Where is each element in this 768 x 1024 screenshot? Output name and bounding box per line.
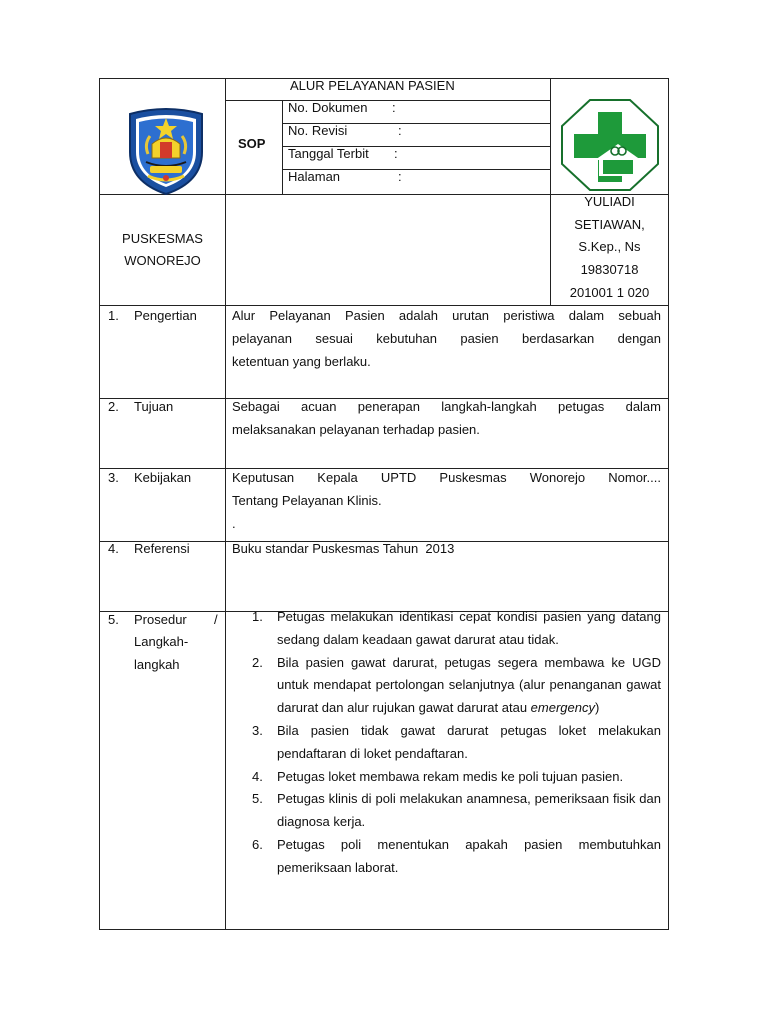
procedure-step: 5. Petugas klinis di poli melakukan anamnesa, pemeriksaan fisik dan diagnosa kerja. xyxy=(252,791,661,830)
procedure-step-text: Bila pasien tidak gawat darurat petugas loket melakukan pendaftaran di loket pendaftaran. xyxy=(277,722,661,761)
section-3-text xyxy=(232,466,661,535)
procedure-step-text: Petugas melakukan identikasi cepat kondisi pasien yang datang sedang dalam keadaan gawat darurat atau tidak. xyxy=(277,609,661,647)
procedure-step-text: Petugas klinis di poli melakukan anamnesa, pemeriksaan fisik dan diagnosa kerja. xyxy=(277,791,661,830)
field-value-tanggal-terbit: : xyxy=(394,146,398,161)
header-col-divider-1 xyxy=(225,78,226,930)
field-label-tanggal-terbit: Tanggal Terbit xyxy=(288,146,369,161)
puskesmas-cross-logo xyxy=(557,96,663,194)
procedure-step-italic: emergency xyxy=(530,700,595,716)
section-5-label-2: Langkah- xyxy=(134,634,189,649)
section-4-number: 4. xyxy=(108,541,119,556)
section-3-line-3: . xyxy=(232,516,236,531)
section-5-label-1: Prosedur xyxy=(134,612,187,627)
table-left-border xyxy=(99,78,100,930)
section-2-text xyxy=(232,395,661,441)
section-2-line-2: melaksanakan pelayanan terhadap pasien. xyxy=(232,422,480,437)
table-right-border xyxy=(668,78,669,930)
procedure-step-text: Petugas loket membawa rekam medis ke poli tujuan pasien. xyxy=(277,768,624,784)
document-title: ALUR PELAYANAN PASIEN xyxy=(290,78,455,93)
section-3-label: Kebijakan xyxy=(134,470,192,485)
procedure-step: 2. Bila pasien gawat darurat, petugas segera membawa ke UGD untuk mendapat pertolongan selanjutnya (alur penanganan gawat darurat dan alur rujukan gawat darurat atau emergency) xyxy=(252,654,661,716)
section-3-line-2: Tentang Pelayanan Klinis. xyxy=(232,493,382,508)
section-4-text: Buku standar Puskesmas Tahun 2013 xyxy=(232,541,455,556)
section-1-number: 1. xyxy=(108,308,119,323)
procedure-step: 1. Petugas melakukan identikasi cepat kondisi pasien yang datang sedang dalam keadaan gawat darurat atau tidak. xyxy=(252,609,661,647)
section-1-label: Pengertian xyxy=(134,308,197,323)
sop-col-divider xyxy=(282,100,283,194)
procedure-step: 3. Bila pasien tidak gawat darurat petugas loket melakukan pendaftaran di loket pendaftaran. xyxy=(252,722,661,761)
signatory-name-1: YULIADI xyxy=(584,194,635,209)
signatory-nip-2: 201001 1 020 xyxy=(569,285,650,300)
field-label-halaman: Halaman xyxy=(288,169,341,184)
section-5-number: 5. xyxy=(108,612,119,627)
section-4-label: Referensi xyxy=(134,541,190,556)
section-1-line-2: pelayanan sesuai kebutuhan pasien berdasarkan dengan xyxy=(232,331,661,346)
section-2-number: 2. xyxy=(108,399,119,414)
section-1-line-1: Alur Pelayanan Pasien adalah urutan peristiwa dalam sebuah xyxy=(232,308,661,323)
field-label-no-revisi: No. Revisi xyxy=(288,123,348,138)
signatory-name-2: SETIAWAN, xyxy=(574,217,645,232)
institution-name-line2: WONOREJO xyxy=(124,253,201,268)
field-value-halaman: : xyxy=(398,169,402,184)
procedure-step-text: Petugas poli menentukan apakah pasien membutuhkan pemeriksaan laborat. xyxy=(277,836,661,875)
procedure-step: 6. Petugas poli menentukan apakah pasien membutuhkan pemeriksaan laborat. xyxy=(252,836,661,875)
section-5-label-slash: / xyxy=(214,612,218,627)
section-1-text xyxy=(232,304,661,373)
procedure-step-text: Bila pasien gawat darurat, petugas segera membawa ke UGD untuk mendapat pertolongan selanjutnya (alur penanganan gawat darurat dan alur rujukan gawat darurat atau xyxy=(277,654,661,716)
section-3-number: 3. xyxy=(108,470,119,485)
section-5-label-3: langkah xyxy=(134,657,180,672)
shield-emblem-icon xyxy=(124,104,208,196)
table-bottom-border xyxy=(99,929,669,930)
signatory-title: S.Kep., Ns xyxy=(578,239,641,254)
regency-shield-logo xyxy=(124,104,208,196)
field-value-no-revisi: : xyxy=(398,123,402,138)
section-3-line-1: Keputusan Kepala UPTD Puskesmas Wonorejo Nomor.... xyxy=(232,470,661,485)
section-2-label: Tujuan xyxy=(134,399,174,414)
field-label-no-dokumen: No. Dokumen xyxy=(288,100,368,115)
procedure-steps xyxy=(252,606,661,880)
green-cross-icon xyxy=(557,96,663,194)
procedure-step: 4. Petugas loket membawa rekam medis ke poli tujuan pasien. xyxy=(252,768,624,784)
institution-name-line1: PUSKESMAS xyxy=(122,231,203,246)
title-row-border xyxy=(225,100,550,101)
sop-label: SOP xyxy=(238,136,266,151)
signatory-nip-1: 19830718 xyxy=(580,262,639,277)
section-1-line-3: ketentuan yang berlaku. xyxy=(232,354,371,369)
field-value-no-dokumen: : xyxy=(392,100,396,115)
section-2-line-1: Sebagai acuan penerapan langkah-langkah petugas dalam xyxy=(232,399,661,414)
